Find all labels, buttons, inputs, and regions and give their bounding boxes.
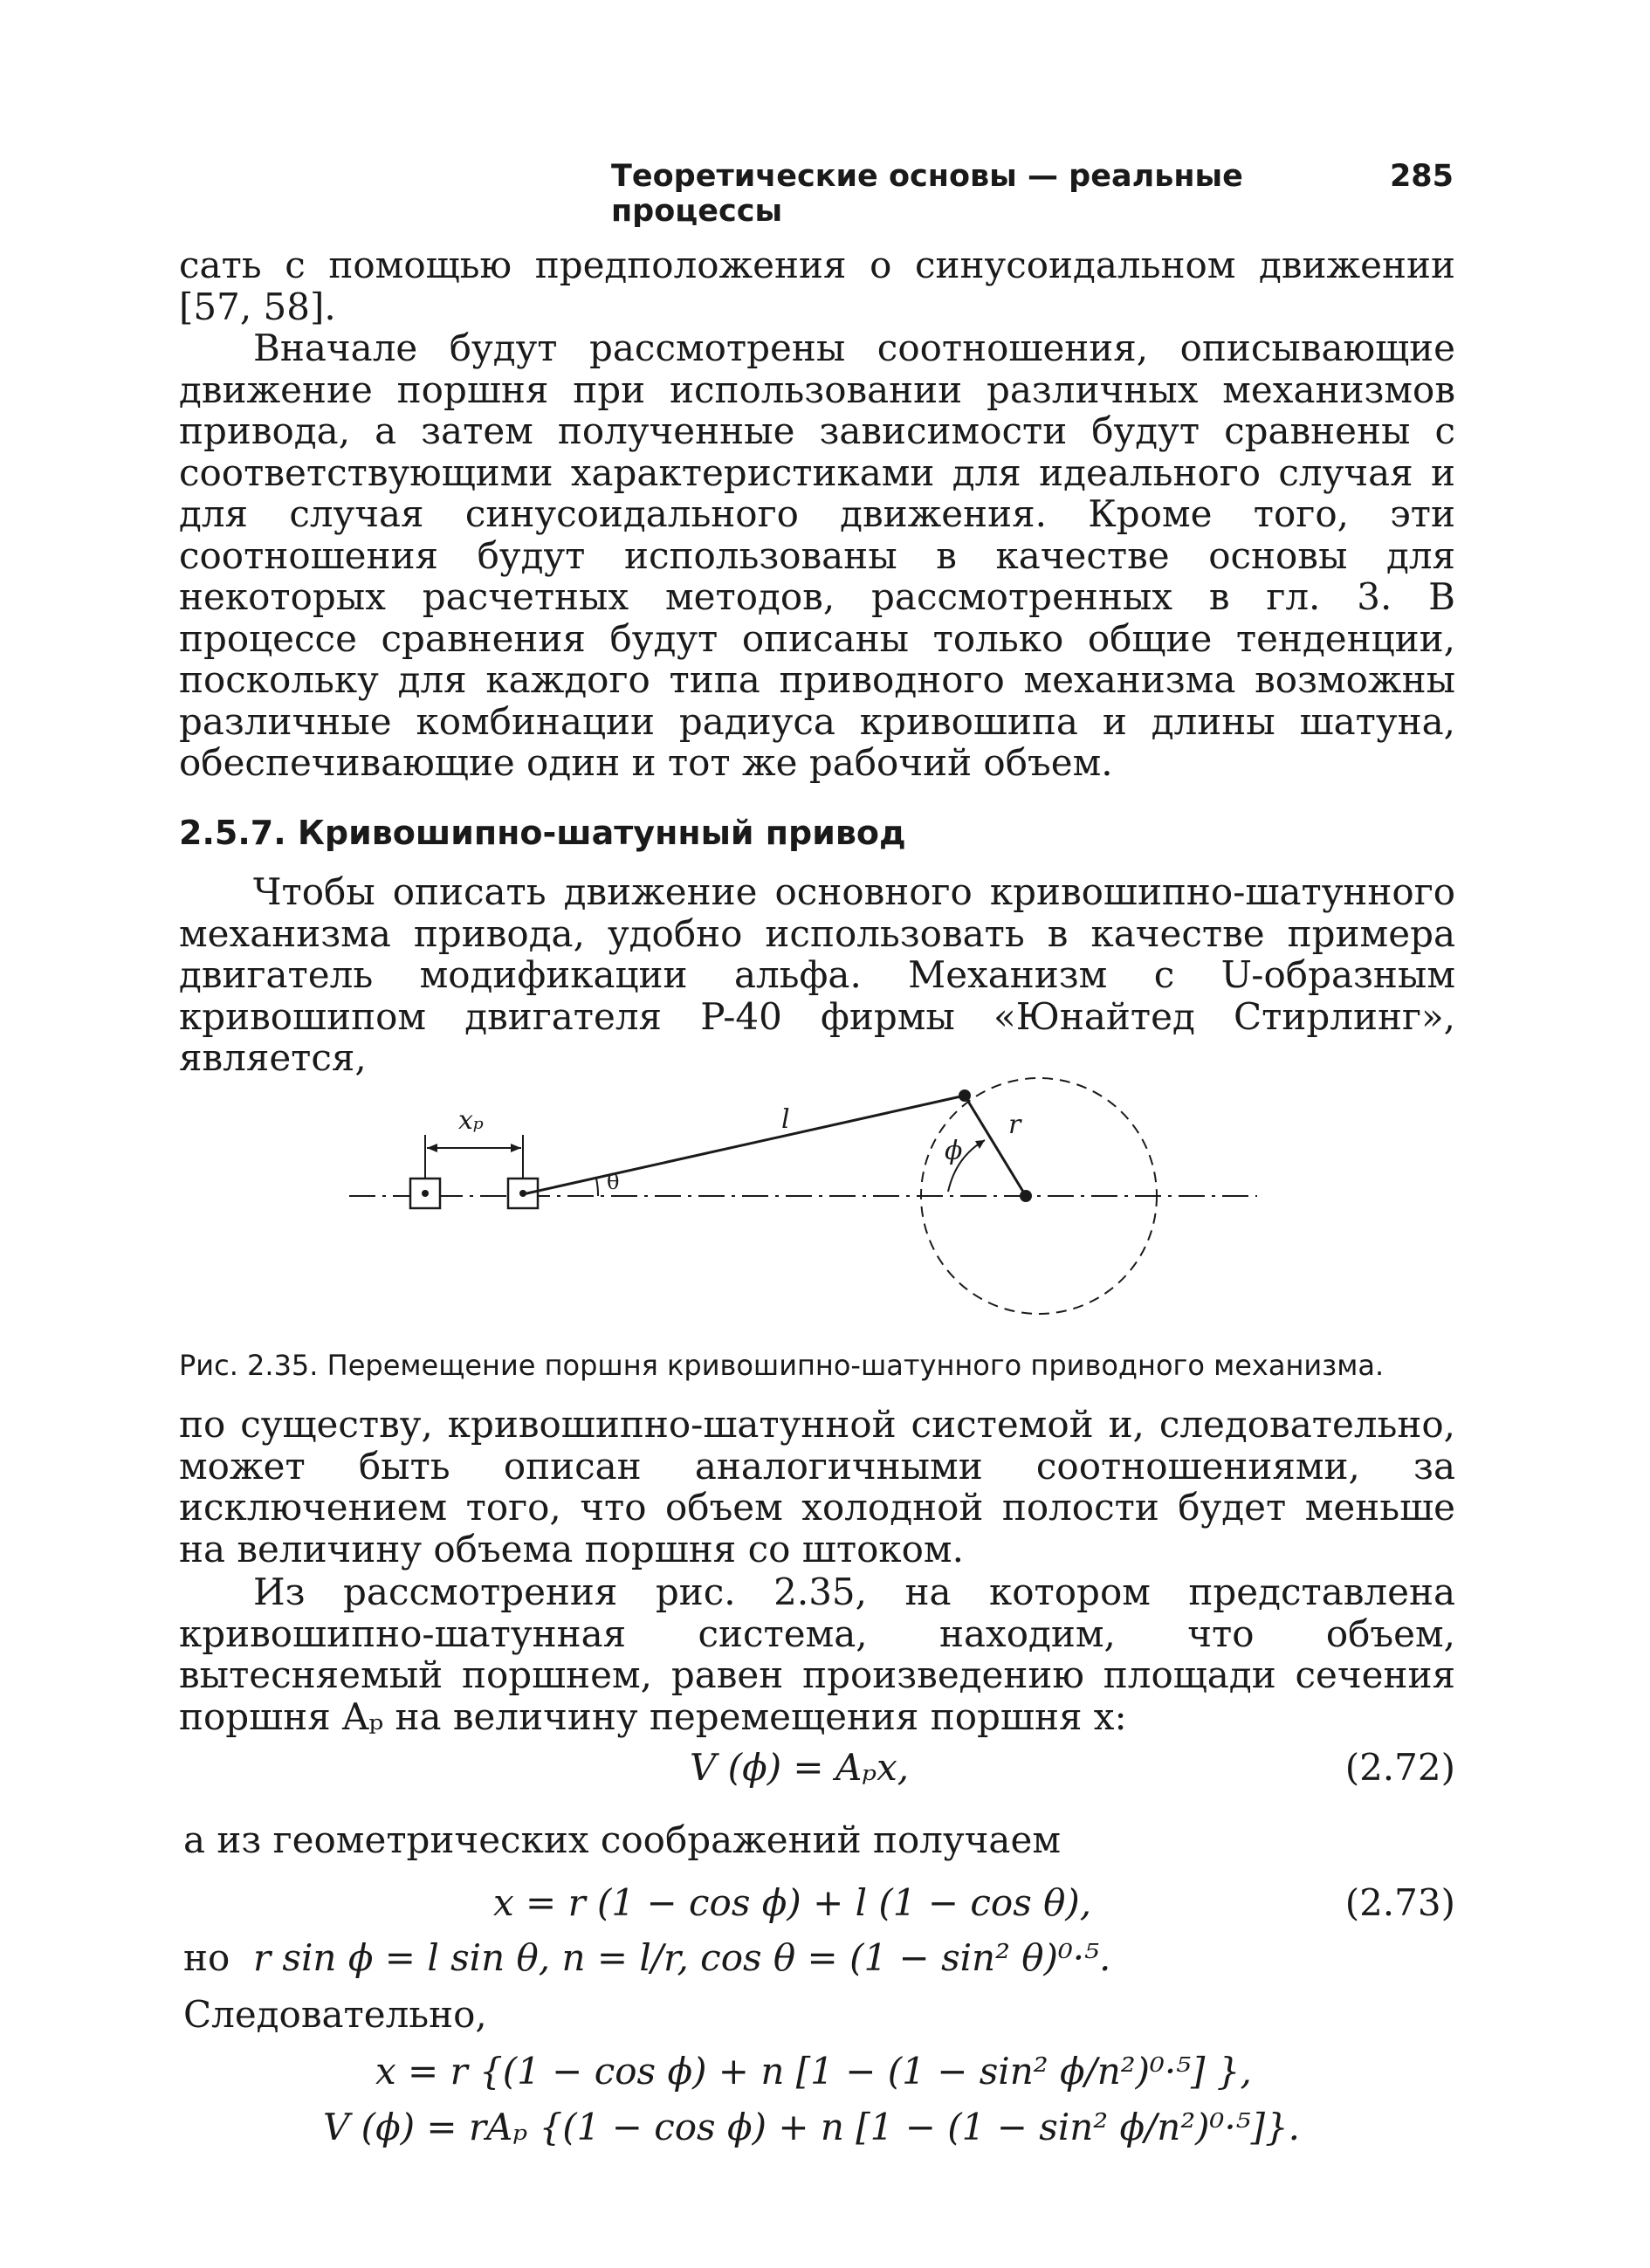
paragraph-4: по существу, кривошипно-шатунной системой и, следовательно, может быть описан аналогичными соотношениями, за исключением того, что объем холодной полости будет меньше на величину объема поршня со штоком. bbox=[179, 1403, 1455, 1570]
relations-line: r sin ϕ = l sin θ, n = l/r, cos θ = (1 − sin² θ)⁰·⁵. bbox=[253, 1936, 1111, 1979]
running-header bbox=[611, 159, 1454, 229]
page-number: 285 bbox=[1389, 159, 1454, 194]
word-hence: Следовательно, bbox=[183, 1993, 487, 2036]
xp-arrow-right bbox=[511, 1144, 521, 1152]
header-title: Теоретические основы — реальные процессы bbox=[611, 159, 1243, 229]
paragraph-2: Вначале будут рассмотрены соотношения, описывающие движение поршня при использовании различных механизмов привода, а затем полученные зависимости будут сравнены с соответствующими характеристиками для идеального случая и для случая синусоидального движения. Кроме того, эти соотношения будут использованы в качестве основы для некоторых расчетных методов, рассмотренных в гл. 3. В процессе сравнения будут описаны только общие тенденции, поскольку для каждого типа приводного механизма возможны различные комбинации радиуса кривошипа и длины шатуна, обеспечивающие один и тот же рабочий объем. bbox=[179, 326, 1455, 784]
section-heading: 2.5.7. Кривошипно-шатунный привод bbox=[179, 814, 906, 852]
paragraph-1: сать с помощью предположения о синусоидальном движении [57, 58]. bbox=[179, 244, 1455, 328]
paragraph-3: Чтобы описать движение основного кривошипно-шатунного механизма привода, удобно использовать в качестве примера двигатель модификации альфа. Механизм с U-образным кривошипом двигателя P-40 фирмы «Юнайтед Стирлинг», является, bbox=[179, 870, 1455, 1079]
equation-v: V (ϕ) = rAₚ {(1 − cos ϕ) + n [1 − (1 − sin² ϕ/n²)⁰·⁵]}. bbox=[323, 2106, 1301, 2148]
eq-2-73-intro: а из геометрических соображений получаем bbox=[183, 1818, 1061, 1861]
figure-2-35 bbox=[332, 1056, 1275, 1336]
phi-label: ϕ bbox=[945, 1136, 963, 1166]
equation-2-73-number: (2.73) bbox=[1344, 1881, 1455, 1924]
xp-arrow-left bbox=[427, 1144, 437, 1152]
xp-label: xₚ bbox=[458, 1105, 484, 1136]
left-piston-dot bbox=[422, 1190, 429, 1197]
word-but: но bbox=[183, 1936, 230, 1979]
figure-caption: Рис. 2.35. Перемещение поршня кривошипно-шатунного приводного механизма. bbox=[179, 1349, 1385, 1382]
theta-arc bbox=[596, 1179, 598, 1196]
connecting-rod bbox=[523, 1096, 965, 1194]
equation-2-73 bbox=[179, 1881, 1455, 1925]
equation-2-73-body: x = r (1 − cos ϕ) + l (1 − cos θ), bbox=[493, 1881, 1092, 1924]
crank-pin bbox=[959, 1089, 971, 1102]
equation-x: x = r {(1 − cos ϕ) + n [1 − (1 − sin² ϕ/n²)⁰·⁵] }, bbox=[375, 2050, 1252, 2093]
paragraph-5: Из рассмотрения рис. 2.35, на котором представлена кривошипно-шатунная система, находим, что объем, вытесняемый поршнем, равен произведению площади сечения поршня Aₚ на величину перемещения поршня x: bbox=[179, 1570, 1455, 1738]
equation-2-72 bbox=[179, 1746, 1455, 1790]
crank-center bbox=[1020, 1190, 1032, 1202]
crank-radius-label: r bbox=[1008, 1110, 1021, 1140]
equation-2-72-number: (2.72) bbox=[1344, 1746, 1455, 1789]
theta-label: θ bbox=[607, 1170, 620, 1194]
equation-2-72-body: V (ϕ) = Aₚx, bbox=[690, 1746, 910, 1789]
rod-length-label: l bbox=[781, 1104, 790, 1135]
